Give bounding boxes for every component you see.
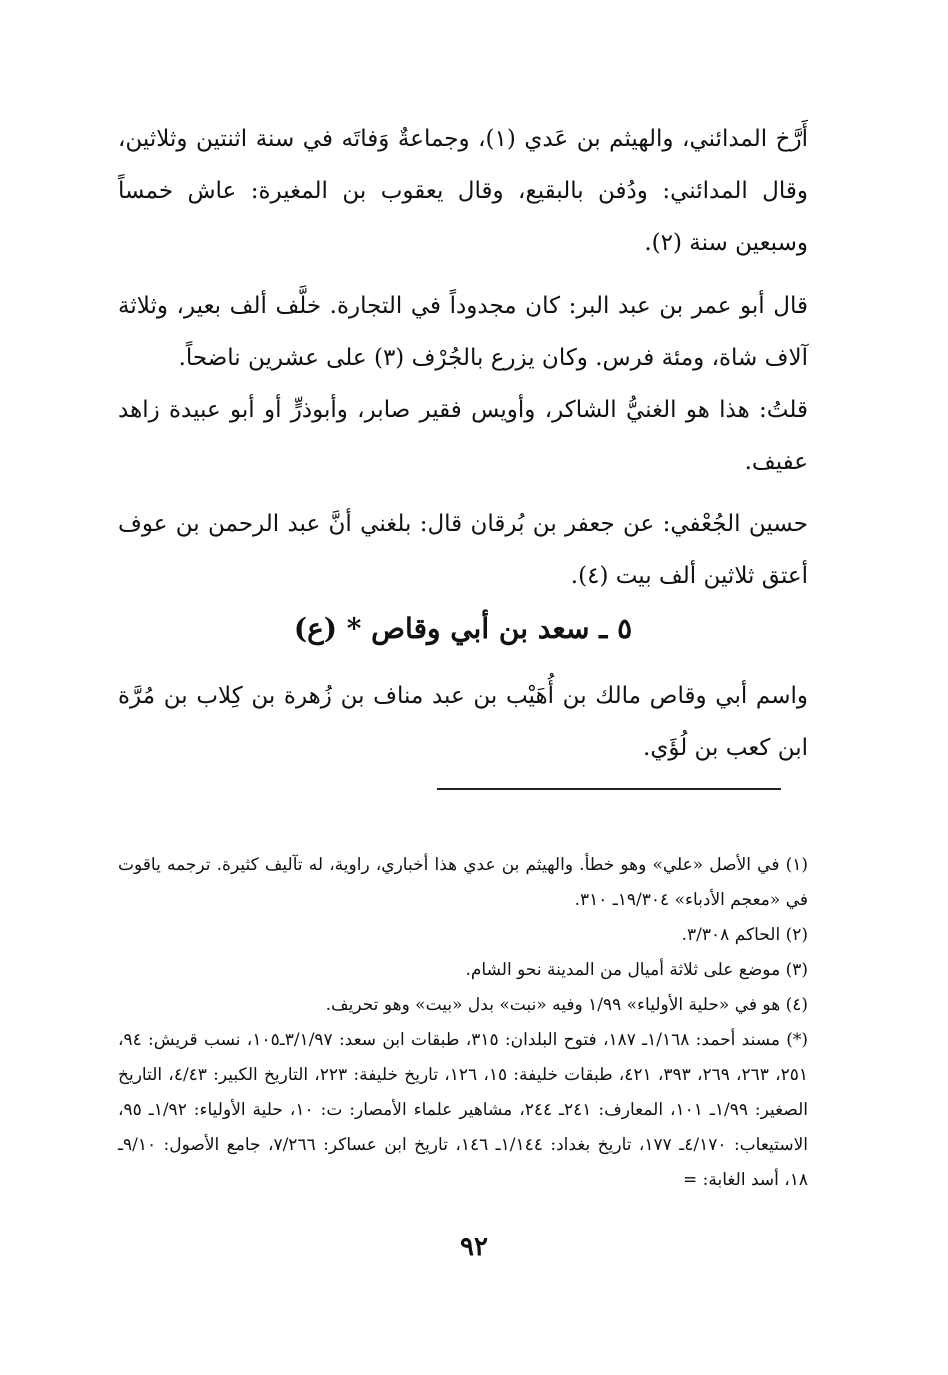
- paragraph-lineage: واسم أبي وقاص مالك بن أُهَيْب بن عبد مناف بن زُهرة بن كِلاب بن مُرَّة ابن كعب بن لُؤَي.: [118, 683, 808, 761]
- paragraph-comment: قلتُ: هذا هو الغنيُّ الشاكر، وأويس فقير صابر، وأبوذرٍّ أو أبو عبيدة زاهد عفيف.: [118, 397, 808, 475]
- paragraph-wealth: قال أبو عمر بن عبد البر: كان مجدوداً في التجارة. خلَّف ألف بعير، وثلاثة آلاف شاة، ومئة فرس. وكان يزرع بالجُرْف (٣) على عشرين ناضحاً.: [118, 293, 808, 371]
- paragraph-freed-houses: حسين الجُعْفي: عن جعفر بن بُرقان قال: بلغني أنَّ عبد الرحمن بن عوف أعتق ثلاثين ألف بيت (٤).: [118, 511, 808, 589]
- paragraph-death-date: أَرَّخ المدائني، والهيثم بن عَدي (١)، وجماعةٌ وَفاتَه في سنة اثنتين وثلاثين، وقال المدائني: ودُفن بالبقيع، وقال يعقوب بن المغيرة: عاش خمساً وسبعين سنة (٢).: [118, 126, 809, 256]
- page-number: ٩٢: [460, 1232, 488, 1262]
- footnote-sources: (*) مسند أحمد: ١/١٦٨ـ ١٨٧، فتوح البلدان: ٣١٥، طبقات ابن سعد: ٣/١/٩٧ـ١٠٥، نسب قريش: ٩٤، ٢٥١، ٢٦٣، ٢٦٩، ٣٩٣، ٤٢١، طبقات خليفة: ١٥، ١٢٦، تاريخ خليفة: ٢٢٣، التاريخ الكبير: ٤/٤٣، التاريخ الصغير: ١/٩٩ـ ١٠١، المعارف: ٢٤١ـ ٢٤٤، مشاهير علماء الأمصار: ت: ١٠، حلية الأولياء: ١/٩٢ـ ٩٥، الاستيعاب: ٤/١٧٠ـ ١٧٧، تاريخ بغداد: ١/١٤٤ـ ١٤٦، تاريخ ابن عساكر: ٧/٢٦٦، جامع الأصول: ٩/١٠ـ ١٨، أسد الغابة: =: [118, 1030, 809, 1190]
- footnote-3: (٣) موضع على ثلاثة أميال من المدينة نحو الشام.: [465, 960, 808, 980]
- footnote-4: (٤) هو في «حلية الأولياء» ١/٩٩ وفيه «نبت» بدل «بيت» وهو تحريف.: [325, 995, 808, 1015]
- footnote-divider: [437, 788, 781, 790]
- section-heading: ٥ ـ سعد بن أبي وقاص * (ع): [293, 612, 633, 645]
- footnote-2: (٢) الحاكم ٣/٣٠٨.: [681, 925, 808, 945]
- footnote-1: (١) في الأصل «علي» وهو خطأ. والهيثم بن عدي هذا أخباري، راوية، له تآليف كثيرة. ترجمه ياقوت في «معجم الأدباء» ١٩/٣٠٤ـ ٣١٠.: [118, 855, 808, 910]
